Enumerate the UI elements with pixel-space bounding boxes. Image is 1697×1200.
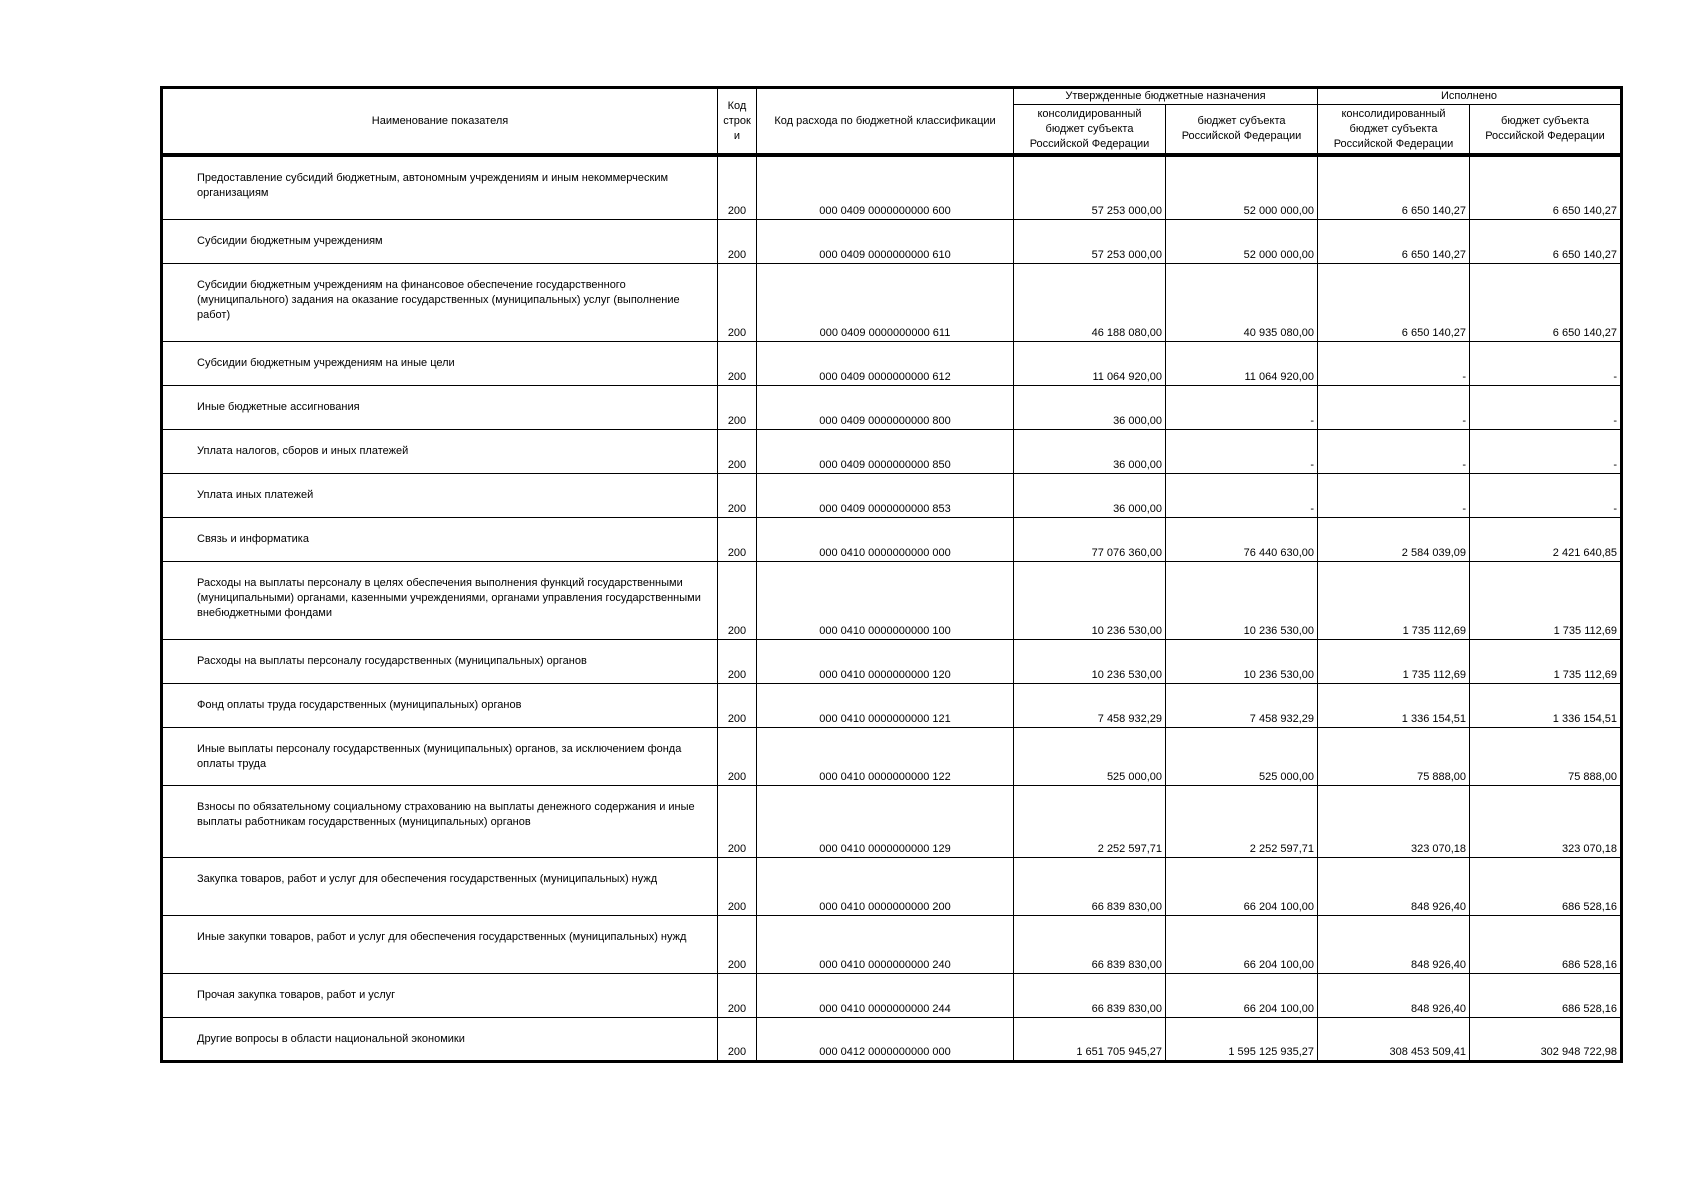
row-classification-code: 000 0410 0000000000 120 <box>757 639 1014 683</box>
row-executed-subject: 2 421 640,85 <box>1470 517 1622 561</box>
row-executed-consolidated: 2 584 039,09 <box>1318 517 1470 561</box>
table-row <box>162 915 1622 973</box>
row-approved-consolidated: 10 236 530,00 <box>1014 639 1166 683</box>
table-row <box>162 219 1622 263</box>
row-line-code: 200 <box>718 385 757 429</box>
row-indicator-name-text: Расходы на выплаты персоналу в целях обеспечения выполнения функций государственными (муниципальными) органами, казенными учреждениями, органами управления государственными внебюджетными фондами <box>197 576 701 619</box>
row-executed-subject: 323 070,18 <box>1470 785 1622 857</box>
header-executed-consolidated: консолидированный бюджет субъекта Российской Федерации <box>1318 105 1470 156</box>
row-approved-consolidated: 57 253 000,00 <box>1014 219 1166 263</box>
row-classification-code: 000 0410 0000000000 129 <box>757 785 1014 857</box>
row-indicator-name-text: Взносы по обязательному социальному страхованию на выплаты денежного содержания и иные выплаты работникам государственных (муниципальных) органов <box>197 800 695 828</box>
table-row <box>162 639 1622 683</box>
row-line-code: 200 <box>718 727 757 785</box>
row-indicator-name-text: Уплата налогов, сборов и иных платежей <box>197 444 409 457</box>
row-classification-code: 000 0409 0000000000 853 <box>757 473 1014 517</box>
row-indicator-name-text: Уплата иных платежей <box>197 488 314 501</box>
row-indicator-name <box>162 473 718 517</box>
row-approved-subject: 1 595 125 935,27 <box>1166 1017 1318 1061</box>
row-executed-subject: 1 336 154,51 <box>1470 683 1622 727</box>
row-indicator-name <box>162 155 718 219</box>
row-classification-code: 000 0409 0000000000 612 <box>757 341 1014 385</box>
row-classification-code: 000 0409 0000000000 850 <box>757 429 1014 473</box>
table-row <box>162 973 1622 1017</box>
row-executed-consolidated: 308 453 509,41 <box>1318 1017 1470 1061</box>
row-approved-consolidated: 11 064 920,00 <box>1014 341 1166 385</box>
table-row <box>162 155 1622 219</box>
row-line-code: 200 <box>718 341 757 385</box>
row-approved-subject: 66 204 100,00 <box>1166 857 1318 915</box>
row-approved-consolidated: 10 236 530,00 <box>1014 561 1166 639</box>
row-approved-consolidated: 66 839 830,00 <box>1014 973 1166 1017</box>
row-indicator-name <box>162 219 718 263</box>
row-indicator-name <box>162 915 718 973</box>
row-indicator-name-text: Предоставление субсидий бюджетным, автономным учреждениям и иным некоммерческим организациям <box>197 172 669 199</box>
header-executed-subject: бюджет субъекта Российской Федерации <box>1470 105 1622 156</box>
row-approved-consolidated: 2 252 597,71 <box>1014 785 1166 857</box>
row-indicator-name-text: Расходы на выплаты персоналу государственных (муниципальных) органов <box>197 654 587 667</box>
header-approved-subject: бюджет субъекта Российской Федерации <box>1166 105 1318 156</box>
row-executed-consolidated: 848 926,40 <box>1318 915 1470 973</box>
table-row <box>162 561 1622 639</box>
row-approved-subject: 76 440 630,00 <box>1166 517 1318 561</box>
row-approved-consolidated: 46 188 080,00 <box>1014 263 1166 341</box>
row-approved-consolidated: 36 000,00 <box>1014 473 1166 517</box>
row-approved-consolidated: 36 000,00 <box>1014 429 1166 473</box>
row-indicator-name-text: Прочая закупка товаров, работ и услуг <box>197 988 396 1001</box>
row-classification-code: 000 0409 0000000000 610 <box>757 219 1014 263</box>
row-approved-consolidated: 66 839 830,00 <box>1014 915 1166 973</box>
row-indicator-name <box>162 263 718 341</box>
row-line-code: 200 <box>718 429 757 473</box>
row-indicator-name <box>162 857 718 915</box>
row-approved-subject: 11 064 920,00 <box>1166 341 1318 385</box>
row-executed-subject: - <box>1470 473 1622 517</box>
row-executed-consolidated: 6 650 140,27 <box>1318 219 1470 263</box>
row-indicator-name <box>162 727 718 785</box>
row-line-code: 200 <box>718 155 757 219</box>
row-classification-code: 000 0410 0000000000 100 <box>757 561 1014 639</box>
row-classification-code: 000 0409 0000000000 800 <box>757 385 1014 429</box>
row-line-code: 200 <box>718 561 757 639</box>
row-approved-subject: 52 000 000,00 <box>1166 219 1318 263</box>
row-classification-code: 000 0409 0000000000 600 <box>757 155 1014 219</box>
row-indicator-name <box>162 517 718 561</box>
row-approved-subject: 66 204 100,00 <box>1166 915 1318 973</box>
table-row <box>162 473 1622 517</box>
row-approved-subject: 525 000,00 <box>1166 727 1318 785</box>
header-classification-code: Код расхода по бюджетной классификации <box>757 88 1014 156</box>
row-executed-subject: 6 650 140,27 <box>1470 155 1622 219</box>
table-row <box>162 517 1622 561</box>
table-row <box>162 341 1622 385</box>
row-classification-code: 000 0410 0000000000 000 <box>757 517 1014 561</box>
table-row <box>162 857 1622 915</box>
header-approved-consolidated: консолидированный бюджет субъекта Российской Федерации <box>1014 105 1166 156</box>
header-line-code: Код строк и <box>718 88 757 156</box>
header-group-executed: Исполнено <box>1318 88 1622 105</box>
row-approved-consolidated: 57 253 000,00 <box>1014 155 1166 219</box>
row-indicator-name <box>162 561 718 639</box>
row-executed-consolidated: 1 735 112,69 <box>1318 561 1470 639</box>
row-executed-subject: 1 735 112,69 <box>1470 561 1622 639</box>
row-executed-subject: 686 528,16 <box>1470 973 1622 1017</box>
report-sheet <box>160 86 1621 1063</box>
row-executed-consolidated: 1 336 154,51 <box>1318 683 1470 727</box>
row-executed-consolidated: - <box>1318 341 1470 385</box>
row-indicator-name <box>162 639 718 683</box>
row-indicator-name <box>162 385 718 429</box>
row-classification-code: 000 0410 0000000000 121 <box>757 683 1014 727</box>
row-approved-consolidated: 77 076 360,00 <box>1014 517 1166 561</box>
row-classification-code: 000 0410 0000000000 200 <box>757 857 1014 915</box>
table-body <box>162 155 1622 1061</box>
row-indicator-name <box>162 429 718 473</box>
row-approved-consolidated: 7 458 932,29 <box>1014 683 1166 727</box>
table-row <box>162 683 1622 727</box>
row-indicator-name <box>162 785 718 857</box>
row-classification-code: 000 0410 0000000000 244 <box>757 973 1014 1017</box>
row-line-code: 200 <box>718 683 757 727</box>
header-group-approved: Утвержденные бюджетные назначения <box>1014 88 1318 105</box>
row-indicator-name <box>162 973 718 1017</box>
row-executed-subject: 6 650 140,27 <box>1470 219 1622 263</box>
row-classification-code: 000 0412 0000000000 000 <box>757 1017 1014 1061</box>
table-row <box>162 429 1622 473</box>
row-executed-subject: - <box>1470 385 1622 429</box>
row-executed-consolidated: 323 070,18 <box>1318 785 1470 857</box>
row-approved-subject: 40 935 080,00 <box>1166 263 1318 341</box>
row-indicator-name-text: Субсидии бюджетным учреждениям на иные цели <box>197 356 455 369</box>
row-classification-code: 000 0410 0000000000 240 <box>757 915 1014 973</box>
row-indicator-name-text: Фонд оплаты труда государственных (муниципальных) органов <box>197 698 522 711</box>
row-executed-consolidated: 848 926,40 <box>1318 857 1470 915</box>
budget-execution-table <box>160 86 1623 1063</box>
row-indicator-name-text: Иные бюджетные ассигнования <box>197 400 360 413</box>
table-row <box>162 1017 1622 1061</box>
row-approved-subject: 10 236 530,00 <box>1166 561 1318 639</box>
table-row <box>162 727 1622 785</box>
row-line-code: 200 <box>718 473 757 517</box>
row-executed-consolidated: 75 888,00 <box>1318 727 1470 785</box>
row-line-code: 200 <box>718 1017 757 1061</box>
table-row <box>162 263 1622 341</box>
row-executed-consolidated: 848 926,40 <box>1318 973 1470 1017</box>
row-classification-code: 000 0409 0000000000 611 <box>757 263 1014 341</box>
row-indicator-name-text: Субсидии бюджетным учреждениям <box>197 234 383 247</box>
row-executed-subject: - <box>1470 429 1622 473</box>
row-indicator-name <box>162 1017 718 1061</box>
row-executed-subject: - <box>1470 341 1622 385</box>
row-line-code: 200 <box>718 915 757 973</box>
row-approved-subject: - <box>1166 429 1318 473</box>
row-executed-subject: 686 528,16 <box>1470 915 1622 973</box>
row-executed-subject: 686 528,16 <box>1470 857 1622 915</box>
row-indicator-name <box>162 341 718 385</box>
row-executed-subject: 75 888,00 <box>1470 727 1622 785</box>
row-approved-subject: - <box>1166 385 1318 429</box>
row-approved-subject: 10 236 530,00 <box>1166 639 1318 683</box>
row-executed-consolidated: - <box>1318 385 1470 429</box>
row-line-code: 200 <box>718 219 757 263</box>
row-approved-subject: 52 000 000,00 <box>1166 155 1318 219</box>
row-classification-code: 000 0410 0000000000 122 <box>757 727 1014 785</box>
row-executed-consolidated: 6 650 140,27 <box>1318 263 1470 341</box>
row-approved-subject: 2 252 597,71 <box>1166 785 1318 857</box>
row-executed-subject: 6 650 140,27 <box>1470 263 1622 341</box>
row-approved-subject: 66 204 100,00 <box>1166 973 1318 1017</box>
row-line-code: 200 <box>718 263 757 341</box>
row-indicator-name-text: Закупка товаров, работ и услуг для обеспечения государственных (муниципальных) нужд <box>197 872 658 885</box>
table-row <box>162 785 1622 857</box>
row-approved-consolidated: 66 839 830,00 <box>1014 857 1166 915</box>
row-line-code: 200 <box>718 857 757 915</box>
row-indicator-name-text: Иные закупки товаров, работ и услуг для обеспечения государственных (муниципальных) нужд <box>197 930 687 943</box>
row-line-code: 200 <box>718 517 757 561</box>
row-approved-consolidated: 525 000,00 <box>1014 727 1166 785</box>
header-indicator-name: Наименование показателя <box>162 88 718 156</box>
row-line-code: 200 <box>718 785 757 857</box>
row-line-code: 200 <box>718 639 757 683</box>
row-executed-consolidated: 1 735 112,69 <box>1318 639 1470 683</box>
row-executed-consolidated: - <box>1318 473 1470 517</box>
row-approved-consolidated: 36 000,00 <box>1014 385 1166 429</box>
row-executed-subject: 302 948 722,98 <box>1470 1017 1622 1061</box>
row-indicator-name-text: Связь и информатика <box>197 532 309 545</box>
row-approved-subject: 7 458 932,29 <box>1166 683 1318 727</box>
row-approved-consolidated: 1 651 705 945,27 <box>1014 1017 1166 1061</box>
row-executed-consolidated: 6 650 140,27 <box>1318 155 1470 219</box>
row-approved-subject: - <box>1166 473 1318 517</box>
row-line-code: 200 <box>718 973 757 1017</box>
row-executed-subject: 1 735 112,69 <box>1470 639 1622 683</box>
row-indicator-name <box>162 683 718 727</box>
row-indicator-name-text: Иные выплаты персоналу государственных (муниципальных) органов, за исключением фонда оплаты труда <box>197 742 682 770</box>
table-row <box>162 385 1622 429</box>
row-indicator-name-text: Субсидии бюджетным учреждениям на финансовое обеспечение государственного (муниципального) задания на оказание государственных (муниципальных) услуг (выполнение работ) <box>197 278 680 321</box>
row-indicator-name-text: Другие вопросы в области национальной экономики <box>197 1032 465 1045</box>
row-executed-consolidated: - <box>1318 429 1470 473</box>
